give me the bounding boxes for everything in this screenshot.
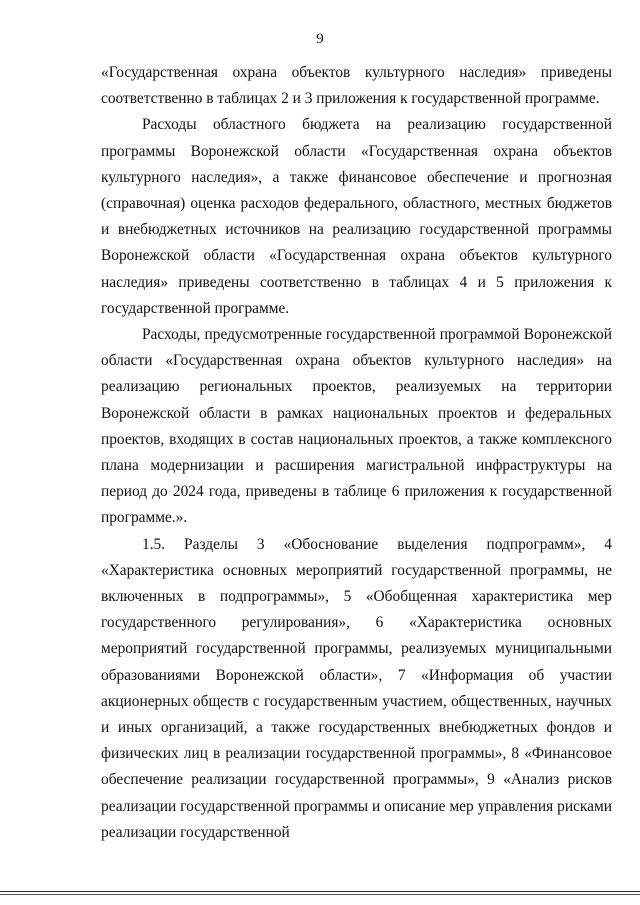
paragraph-1: «Государственная охрана объектов культурного наследия» приведены соответственно в таблицах 2 и 3 приложения к государственной программе. — [101, 64, 612, 108]
paragraph-4: 1.5. Разделы 3 «Обоснование выделения подпрограмм», 4 «Характеристика основных мероприятий государственной программы, не включенных в подпрограммы», 5 «Обобщенная характеристика мер государственного регулирования», 6 «Характеристика основных мероприятий государственной программы, реализуемых муниципальными образованиями Воронежской области», 7 «Информация об участии акционерных обществ с государственным участием, общественных, научных и иных организаций, а также государственных внебюджетных фондов и физических лиц в реализации государственной программы», 8 «Финансовое обеспечение реализации государственной программы», 9 «Анализ рисков реализации государственной программы и описание мер управления рисками реализации государственной — [101, 535, 612, 841]
document-body — [101, 60, 612, 846]
paragraph-2: Расходы областного бюджета на реализацию государственной программы Воронежской области «Государственная охрана объектов культурного наследия», а также финансовое обеспечение и прогнозная (справочная) оценка расходов федерального, областного, местных бюджетов и внебюджетных источников на реализацию государственной программы Воронежской области «Государственная охрана объектов культурного наследия» приведены соответственно в таблицах 4 и 5 приложения к государственной программе. — [101, 116, 612, 317]
footer-rule — [0, 891, 640, 892]
page-number: 9 — [316, 31, 324, 47]
footer-rule-secondary — [0, 894, 640, 895]
paragraph-3: Расходы, предусмотренные государственной программой Воронежской области «Государственная охрана объектов культурного наследия» на реализацию региональных проектов, реализуемых на территории Воронежской области в рамках национальных проектов и федеральных проектов, входящих в состав национальных проектов, а также комплексного плана модернизации и расширения магистральной инфраструктуры на период до 2024 года, приведены в таблице 6 приложения к государственной программе.». — [101, 326, 612, 527]
